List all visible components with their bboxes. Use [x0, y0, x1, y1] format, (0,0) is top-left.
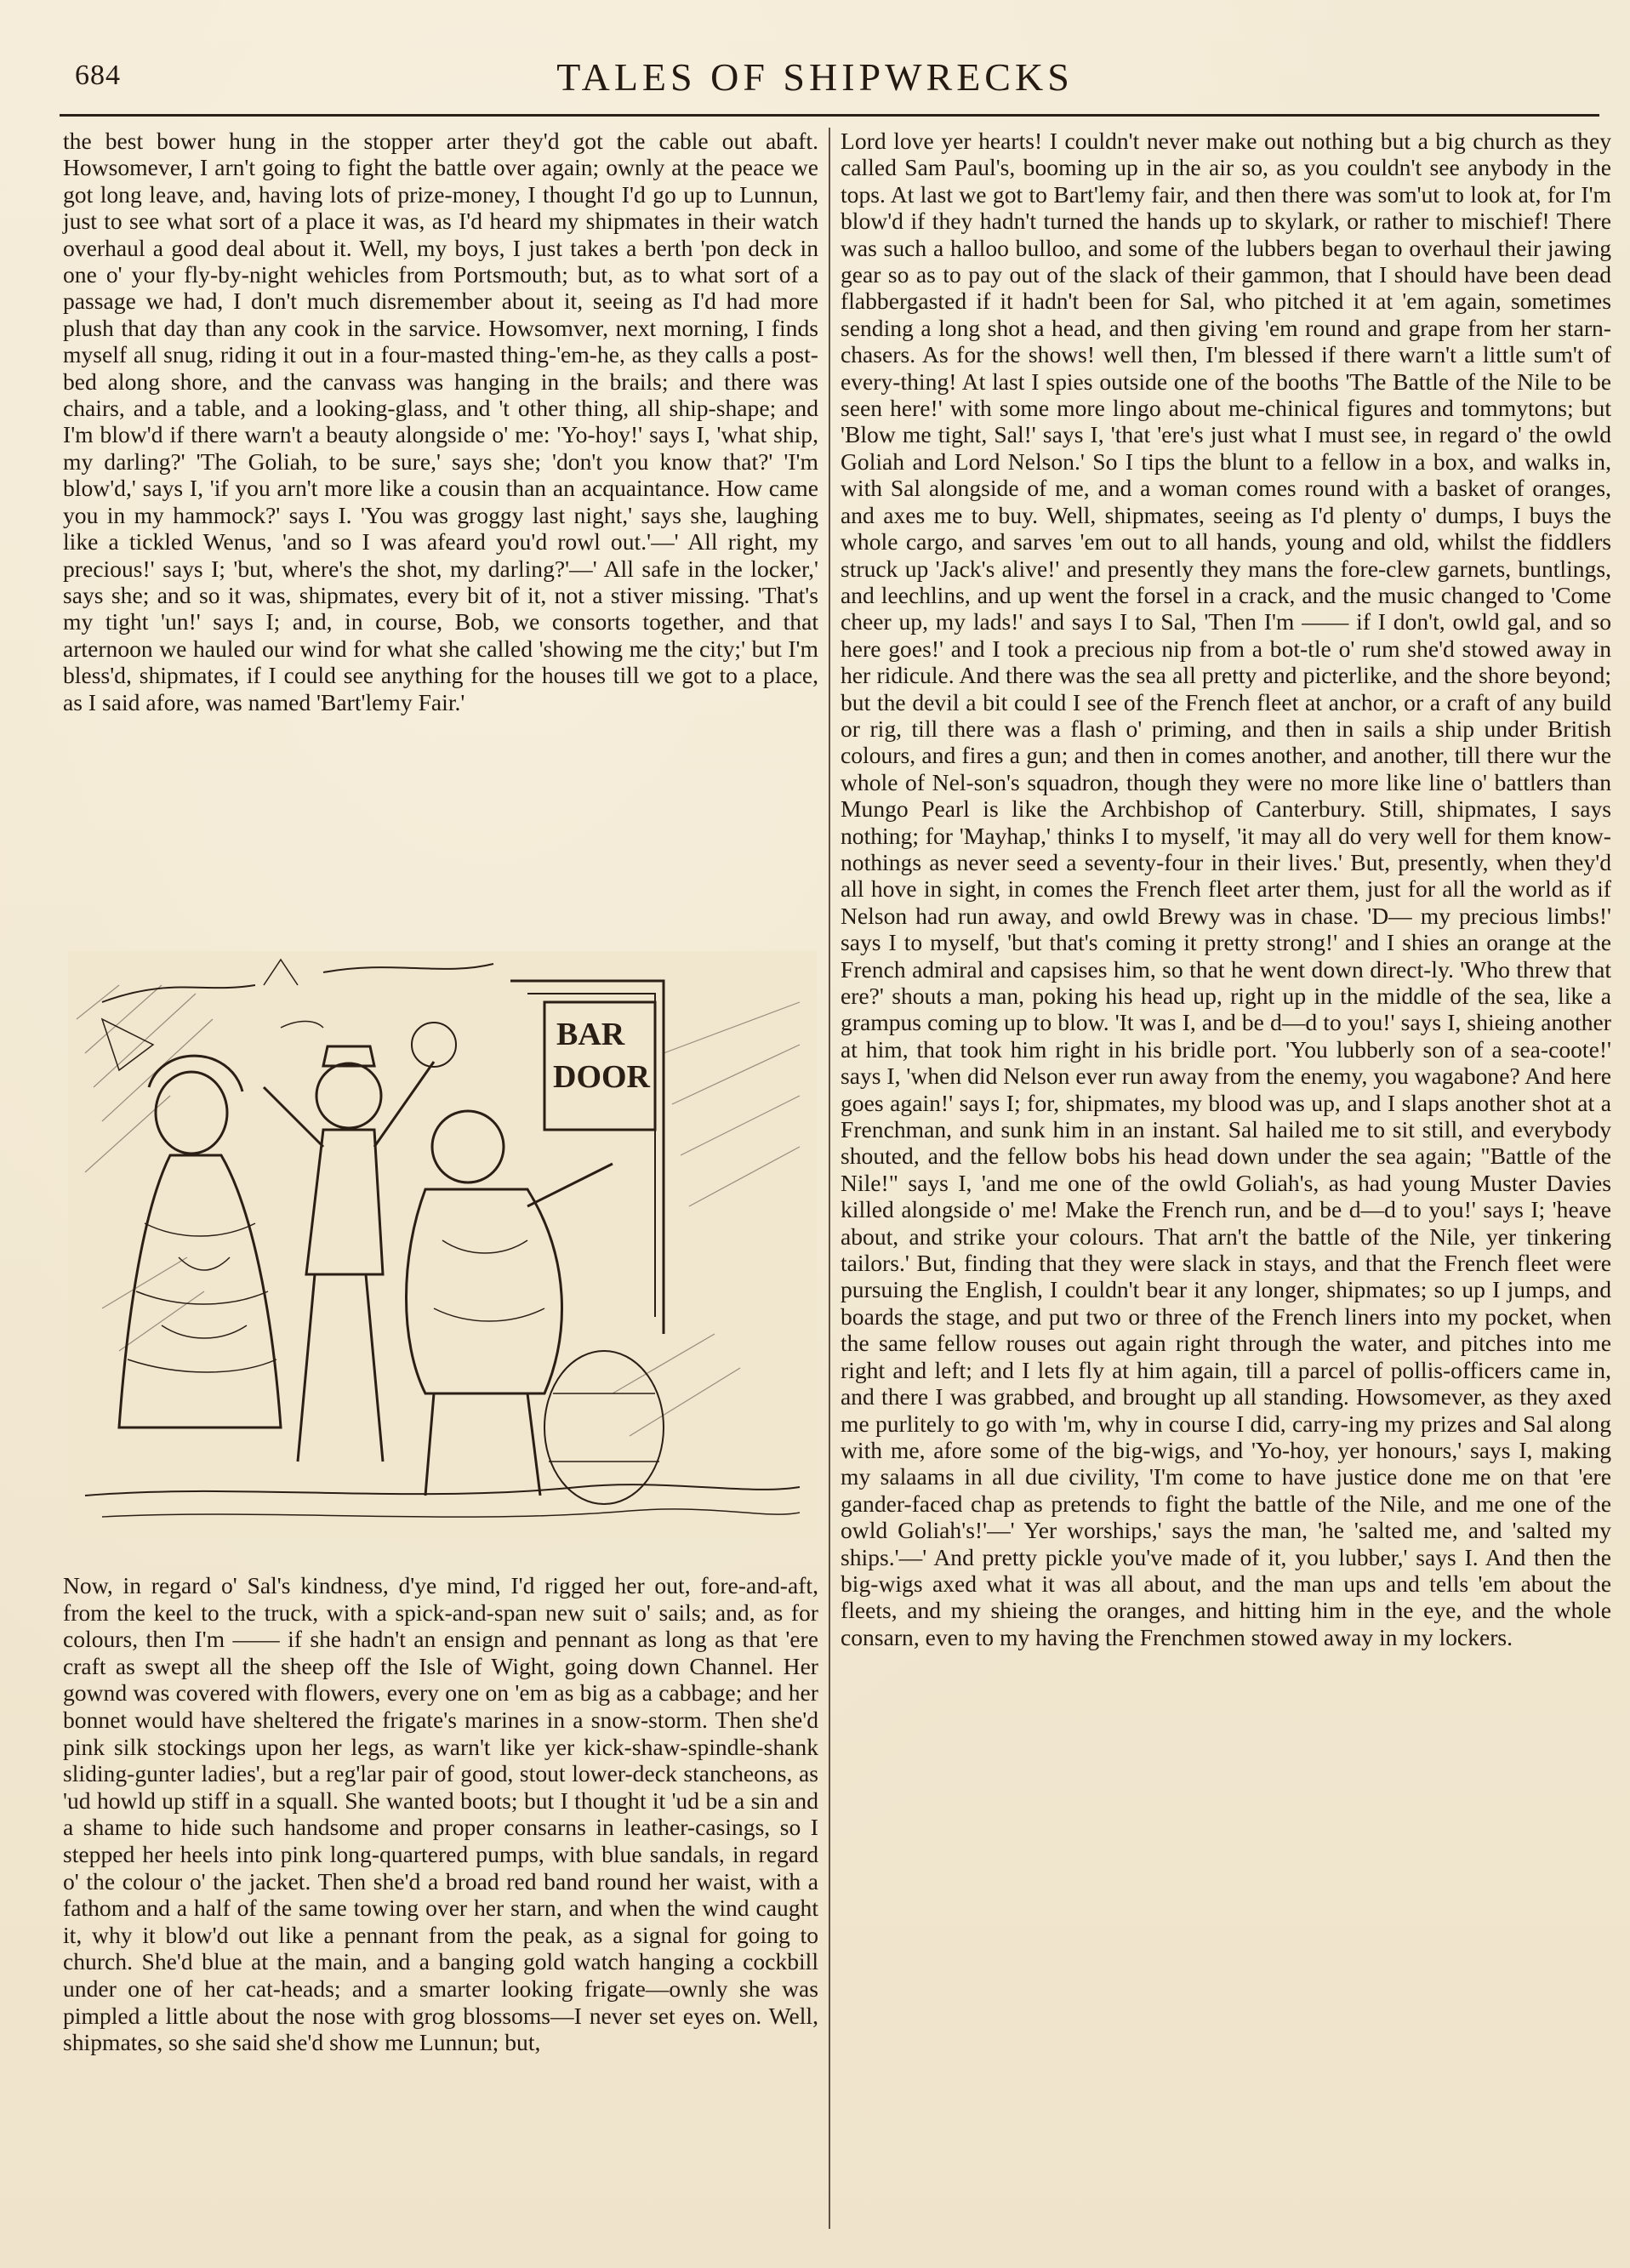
page-number: 684	[75, 60, 121, 91]
column-divider	[829, 128, 830, 2229]
left-column-top-paragraph: the best bower hung in the stopper arter they'd got the cable out abaft. Howsomever, I arn't going to fight the battle over again; ownly at the peace we got long leave, and, having lots of prize-money, I thought I'd go up to Lunnun, just to see what sort of a place it was, as I'd heard my shipmates in their watch overhaul a good deal about it. Well, my boys, I just takes a berth 'pon deck in one o' your fly-by-night wehicles from Portsmouth; but, as to what sort of a passage we had, I don't much disremember about it, seeing as I'd had more plush that day than any cook in the sarvice. Howsomver, next morning, I finds myself all snug, riding it out in a four-masted thing-'em-he, as they calls a post-bed along shore, and the canvass was hanging in the brails; and there was chairs, and a table, and a looking-glass, and 't other thing, all ship-shape; and I'm blow'd if there warn't a beauty alongside o' me: 'Yo-hoy!' says I, 'what ship, my darling?' 'The Goliah, to be sure,' says she; 'don't you know that?' 'I'm blow'd,' says I, 'if you arn't more like a cousin than an acquaintance. How came you in my hammock?' says I. 'You was groggy last night,' says she, laughing like a tickled Wenus, 'and so I was afeard you'd rowl out.'—' All right, my precious!' says I; 'but, where's the shot, my darling?'—' All safe in the locker,' says she; and so it was, shipmates, every bit of it, not a stiver missing. 'That's my tight 'un!' says I; and, in course, Bob, we consorts together, and that arternoon we hauled our wind for what she called 'showing me the city;' but I'm bless'd, shipmates, if I could see anything for the houses till we got to a place, as I said afore, was named 'Bart'lemy Fair.'	[63, 128, 818, 715]
running-title: TALES OF SHIPWRECKS	[556, 55, 1074, 99]
fair-illustration	[68, 951, 817, 1538]
left-column-bottom	[63, 1572, 818, 2056]
left-column	[63, 128, 818, 715]
right-column-paragraph: Lord love yer hearts! I couldn't never make out nothing but a big church as they called Sam Paul's, booming up in the air so, as you couldn't see anybody in the tops. At last we got to Bart'lemy fair, and then there was som'ut to look at, for I'm blow'd if they hadn't turned the hands up to skylark, or rather to mischief! There was such a halloo bulloo, and some of the lubbers began to overhaul their jawing gear so as to pay out of the slack of their gammon, that I should have been dead flabbergasted if it hadn't been for Sal, who pitched it at 'em again, sometimes sending a long shot a head, and then giving 'em round and grape from her starn-chasers. As for the shows! well then, I'm blessed if there warn't a little sum't of every-thing! At last I spies outside one of the booths 'The Battle of the Nile to be seen here!' with some more lingo about me-chinical figures and tommytons; but 'Blow me tight, Sal!' says I, 'that 'ere's just what I must see, in regard o' the owld Goliah and Lord Nelson.' So I tips the blunt to a fellow in a box, and walks in, with Sal alongside of me, and a woman comes round with a basket of oranges, and axes me to buy. Well, shipmates, seeing as I'd plenty o' dumps, I buys the whole cargo, and sarves 'em out to all hands, young and old, whilst the fiddlers struck up 'Jack's alive!' and presently they mans the fore-clew garnets, buntlings, and leechlins, and up went the forsel in a crack, and the music changed to 'Come cheer up, my lads!' and says I to Sal, 'Then I'm —— if I don't, owld gal, and so here goes!' and I took a precious nip from a bot-tle o' rum she'd stowed away in her ridicule. And there was the sea all pretty and picterlike, and the shore beyond; but the devil a bit could I see of the French fleet at anchor, or a craft of any build or rig, till there was a flash o' priming, and then in sails a ship under British colours, and fires a gun; and then in comes another, and another, till there wur the whole of Nel-son's squadron, though they were no more like line o' battlers than Mungo Pearl is like the Archbishop of Canterbury. Still, shipmates, I says nothing; for 'Mayhap,' thinks I to myself, 'it may all do very well for them know-nothings as never seed a seventy-four in their lives.' But, presently, when they'd all hove in sight, in comes the French fleet arter them, just for all the world as if Nelson had run away, and owld Brewy was in chase. 'D— my precious limbs!' says I to myself, 'but that's coming it pretty strong!' and I shies an orange at the French admiral and capsises him, so that he went down direct-ly. 'Who threw that ere?' shouts a man, poking his head up, right up in the middle of the sea, like a grampus coming up to blow. 'It was I, and be d—d to you!' says I, shieing another at him, that took him right in his bridle port. 'You lubberly son of a sea-coote!' says I, 'when did Nelson ever run away from the enemy, you wagabone? And here goes again!' says I; for, shipmates, my blood was up, and I slaps another shot at a Frenchman, and sunk him in an instant. Sal hailed me to sit still, and everybody shouted, and the fellow bobs his head down under the sea again; "Battle of the Nile!" says I, 'and me one of the owld Goliah's, as had young Muster Davies killed alongside o' me! Make the French run, and be d—d to you!' says I; 'heave about, and strike your colours. That arn't the battle of the Nile, yer tinkering tailors.' But, finding that they were slack in stays, and that the French fleet were pursuing the English, I couldn't bear it any longer, shipmates; so up I jumps, and boards the stage, and put two or three of the French liners into my pocket, when the same fellow rouses out again right through the water, and pitches into me right and left; and I lets fly at him again, till a parcel of pollis-officers came in, and there I was grabbed, and brought up all standing. Howsomever, as they axed me purlitely to go with 'm, why in course I did, carry-ing my prizes and Sal along with me, afore some of the big-wigs, and 'Yo-hoy, yer honours,' says I, making my salaams in all due civility, 'I'm come to have justice done me on that 'ere gander-faced chap as pretends to fight the battle of the Nile, and me one of the owld Goliah's!'—' Yer worships,' says the man, 'he 'salted me, and 'salted my ships.'—' And pretty pickle you've made of it, you lubber,' says I. And then the big-wigs axed what it was all about, and the man ups and tells 'em about the fleets, and my shieing the oranges, and hitting him in the eye, and the whole consarn, even to my having the Frenchmen stowed away in my lockers.	[841, 128, 1611, 1650]
left-column-bottom-paragraph: Now, in regard o' Sal's kindness, d'ye mind, I'd rigged her out, fore-and-aft, from the keel to the truck, with a spick-and-span new suit o' sails; and, as for colours, then I'm —— if she hadn't an ensign and pennant as long as that 'ere craft as swept all the sheep off the Isle of Wight, going down Channel. Her gownd was covered with flowers, every one on 'em as big as a cabbage; and her bonnet would have sheltered the frigate's marines in a snow-storm. Then she'd pink silk stockings upon her legs, as warn't like yer kick-shaw-spindle-shank sliding-gunter ladies', but a reg'lar pair of good, stout lower-deck stancheons, as 'ud howld up stiff in a squall. She wanted boots; but I thought it 'ud be a sin and a shame to hide such handsome and proper consarns in leather-casings, so I stepped her heels into pink long-quartered pumps, with blue sandals, in regard o' the colour o' the jacket. Then she'd a broad red band round her waist, with a fathom and a half of the same towing over her starn, and when the wind caught it, why it blow'd out like a pennant from the peak, as a signal for going to church. She'd blue at the main, and a banging gold watch hanging a cockbill under one of her cat-heads; and a smarter looking frigate—ownly she was pimpled a little about the nose with grog blossoms—I never set eyes on. Well, shipmates, so she said she'd show me Lunnun; but,	[63, 1572, 818, 2056]
svg-text:DOOR: DOOR	[553, 1059, 650, 1095]
svg-text:BAR: BAR	[556, 1017, 625, 1052]
right-column	[841, 128, 1611, 1650]
header-rule	[60, 114, 1599, 117]
